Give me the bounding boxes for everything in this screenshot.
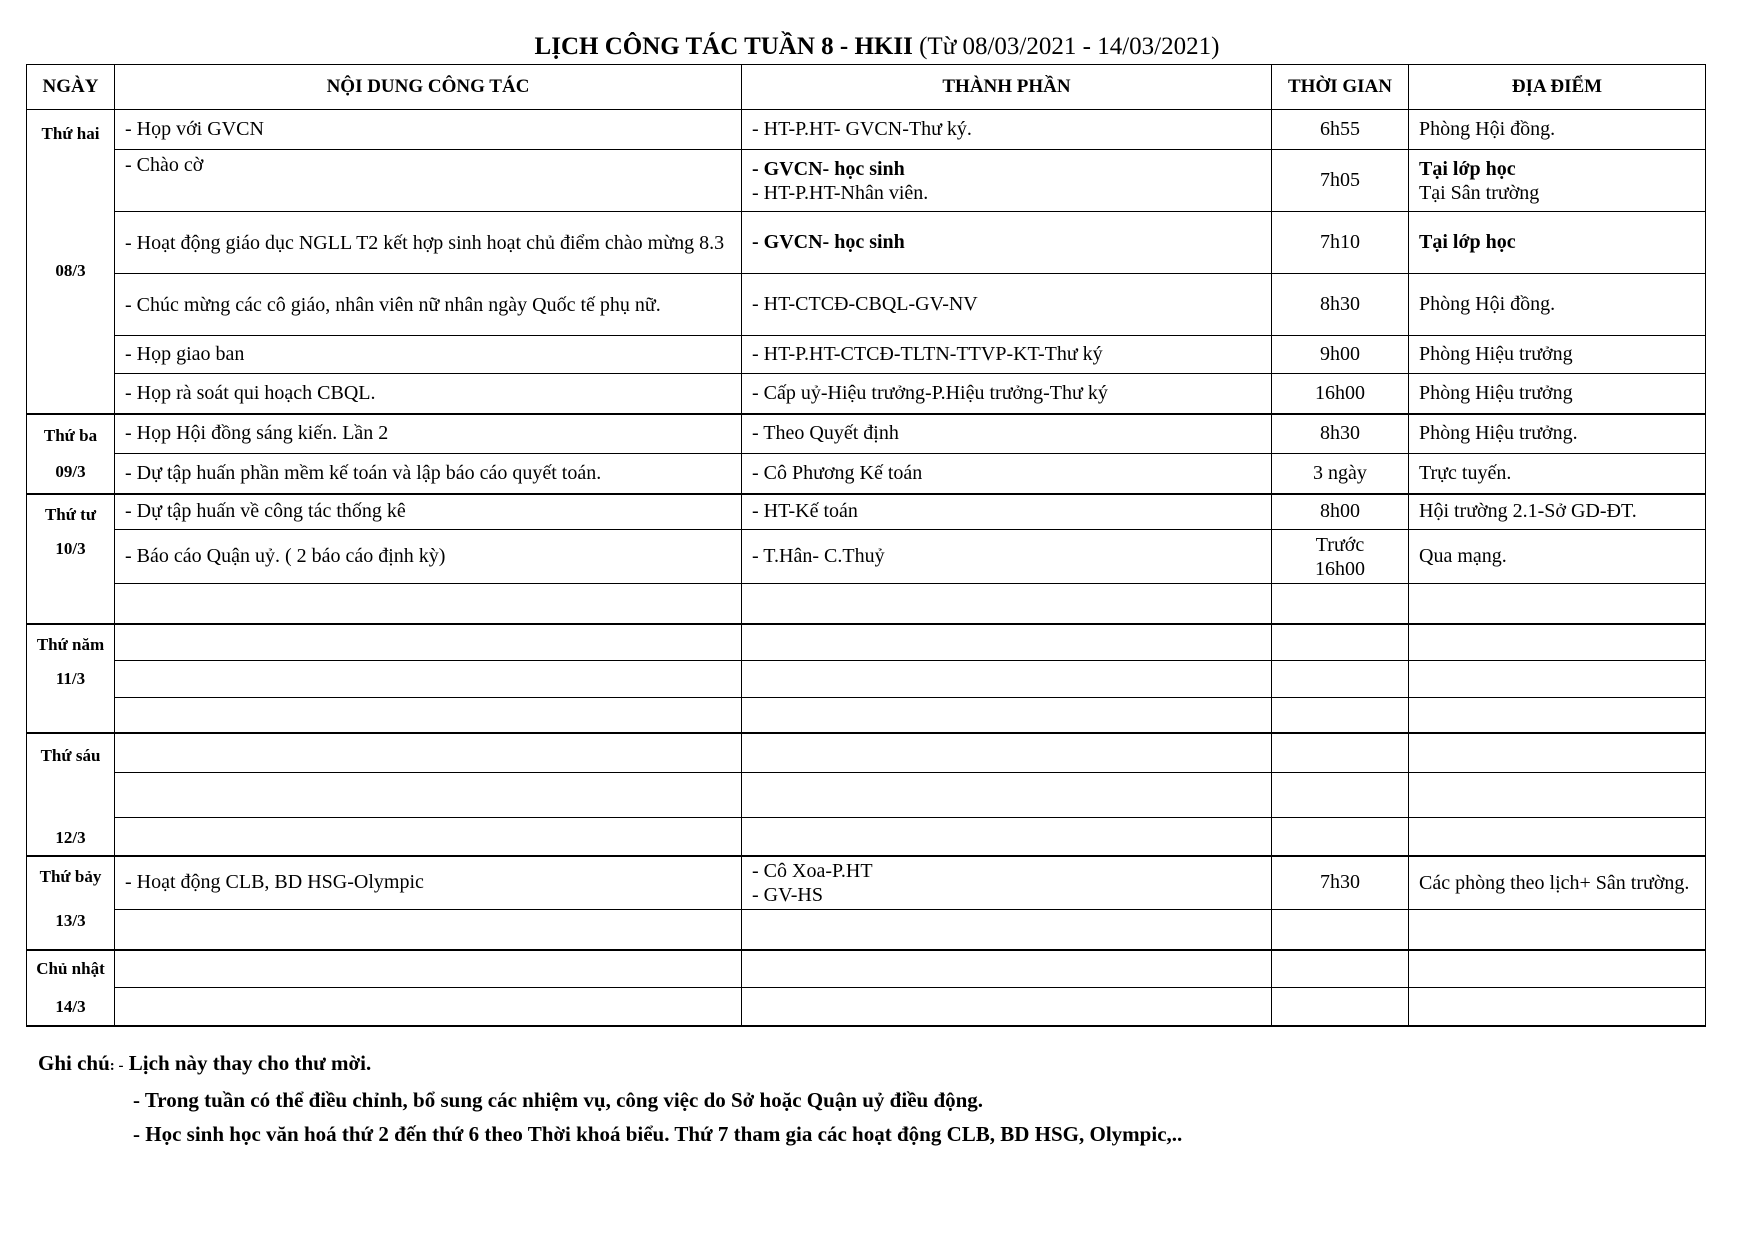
place-cell: Các phòng theo lịch+ Sân trường. bbox=[1409, 856, 1706, 910]
notes-section bbox=[38, 1046, 1182, 1151]
table-row bbox=[27, 698, 1706, 733]
header-content: NỘI DUNG CÔNG TÁC bbox=[115, 65, 742, 110]
members-cell bbox=[742, 856, 1272, 910]
content-cell: - Họp giao ban bbox=[115, 336, 742, 374]
members-line: - GV-HS bbox=[752, 883, 823, 906]
content-cell bbox=[115, 988, 742, 1026]
place-cell bbox=[1409, 698, 1706, 733]
place-cell: Hội trường 2.1-Sở GD-ĐT. bbox=[1409, 494, 1706, 530]
content-cell bbox=[115, 661, 742, 698]
day-name: Thứ tư bbox=[44, 504, 97, 524]
time-cell: 7h05 bbox=[1272, 150, 1409, 212]
content-cell: - Dự tập huấn phần mềm kế toán và lập báo cáo quyết toán. bbox=[115, 454, 742, 494]
place-cell bbox=[1409, 624, 1706, 661]
title-date-range: (Từ 08/03/2021 - 14/03/2021) bbox=[919, 33, 1220, 60]
table-row bbox=[27, 773, 1706, 818]
time-cell: 8h30 bbox=[1272, 274, 1409, 336]
title-main: LỊCH CÔNG TÁC TUẦN 8 - HKII bbox=[534, 33, 913, 60]
time-cell bbox=[1272, 530, 1409, 584]
header-day: NGÀY bbox=[27, 65, 115, 110]
place-cell bbox=[1409, 661, 1706, 698]
day-date: 12/3 bbox=[55, 827, 86, 847]
day-cell-tuesday bbox=[27, 414, 115, 494]
content-cell: - Báo cáo Quận uỷ. ( 2 báo cáo định kỳ) bbox=[115, 530, 742, 584]
place-cell: Phòng Hiệu trưởng bbox=[1409, 336, 1706, 374]
place-cell bbox=[1409, 988, 1706, 1026]
time-cell bbox=[1272, 698, 1409, 733]
place-cell: Phòng Hội đồng. bbox=[1409, 110, 1706, 150]
content-cell bbox=[115, 584, 742, 624]
time-cell: 3 ngày bbox=[1272, 454, 1409, 494]
members-cell: - HT-Kế toán bbox=[742, 494, 1272, 530]
table-row bbox=[27, 733, 1706, 773]
table-row bbox=[27, 910, 1706, 950]
table-row bbox=[27, 584, 1706, 624]
day-name: Thứ bảy bbox=[39, 866, 102, 886]
content-cell: - Họp rà soát qui hoạch CBQL. bbox=[115, 374, 742, 414]
table-row bbox=[27, 624, 1706, 661]
note-line-2: - Trong tuần có thể điều chỉnh, bổ sung các nhiệm vụ, công việc do Sở hoặc Quận uỷ điều động. bbox=[133, 1088, 984, 1112]
members-cell: - Cấp uỷ-Hiệu trưởng-P.Hiệu trưởng-Thư ký bbox=[742, 374, 1272, 414]
time-line: Trước bbox=[1315, 533, 1365, 556]
members-line: - GVCN- học sinh bbox=[752, 157, 905, 180]
page-title bbox=[0, 32, 1754, 62]
table-row bbox=[27, 818, 1706, 856]
day-name: Thứ sáu bbox=[40, 745, 101, 765]
members-cell bbox=[742, 733, 1272, 773]
members-line: - HT-P.HT-Nhân viên. bbox=[752, 181, 929, 204]
day-cell-monday bbox=[27, 110, 115, 414]
notes-separator: : - bbox=[109, 1058, 124, 1074]
time-cell bbox=[1272, 624, 1409, 661]
members-cell bbox=[742, 988, 1272, 1026]
table-row bbox=[27, 454, 1706, 494]
note-line-1: Lịch này thay cho thư mời. bbox=[128, 1051, 372, 1075]
header-place: ĐỊA ĐIỂM bbox=[1409, 65, 1706, 110]
content-cell bbox=[115, 910, 742, 950]
header-row bbox=[27, 65, 1706, 110]
day-name: Chủ nhật bbox=[36, 958, 105, 978]
content-cell: - Dự tập huấn về công tác thống kê bbox=[115, 494, 742, 530]
members-cell bbox=[742, 698, 1272, 733]
time-cell: 7h10 bbox=[1272, 212, 1409, 274]
day-cell-saturday bbox=[27, 856, 115, 950]
time-cell bbox=[1272, 818, 1409, 856]
time-cell bbox=[1272, 988, 1409, 1026]
day-date: 10/3 bbox=[55, 538, 86, 558]
table-row bbox=[27, 988, 1706, 1026]
day-date: 08/3 bbox=[55, 261, 86, 280]
time-cell: 16h00 bbox=[1272, 374, 1409, 414]
notes-label: Ghi chú bbox=[38, 1051, 110, 1075]
table-row bbox=[27, 414, 1706, 454]
table-row bbox=[27, 530, 1706, 584]
day-cell-sunday bbox=[27, 950, 115, 1026]
place-cell: Qua mạng. bbox=[1409, 530, 1706, 584]
content-cell: - Hoạt động CLB, BD HSG-Olympic bbox=[115, 856, 742, 910]
time-cell bbox=[1272, 910, 1409, 950]
day-name: Thứ hai bbox=[41, 124, 100, 143]
content-cell bbox=[115, 733, 742, 773]
time-cell bbox=[1272, 950, 1409, 988]
content-cell bbox=[115, 818, 742, 856]
place-cell bbox=[1409, 773, 1706, 818]
members-cell bbox=[742, 773, 1272, 818]
day-date: 11/3 bbox=[55, 668, 86, 688]
place-cell: Phòng Hội đồng. bbox=[1409, 274, 1706, 336]
members-cell: - HT-P.HT- GVCN-Thư ký. bbox=[742, 110, 1272, 150]
members-cell: - HT-P.HT-CTCĐ-TLTN-TTVP-KT-Thư ký bbox=[742, 336, 1272, 374]
time-cell bbox=[1272, 661, 1409, 698]
content-cell: - Họp với GVCN bbox=[115, 110, 742, 150]
day-date: 14/3 bbox=[55, 996, 86, 1016]
place-line: Tại lớp học bbox=[1419, 157, 1516, 180]
table-row bbox=[27, 336, 1706, 374]
table-row bbox=[27, 374, 1706, 414]
place-line: Tại Sân trường bbox=[1419, 181, 1540, 204]
day-cell-thursday bbox=[27, 624, 115, 733]
day-cell-friday bbox=[27, 733, 115, 856]
members-cell: - HT-CTCĐ-CBQL-GV-NV bbox=[742, 274, 1272, 336]
place-cell bbox=[1409, 818, 1706, 856]
content-cell bbox=[115, 624, 742, 661]
place-cell: Tại lớp học bbox=[1409, 212, 1706, 274]
members-cell: - Theo Quyết định bbox=[742, 414, 1272, 454]
header-members: THÀNH PHẦN bbox=[742, 65, 1272, 110]
content-cell bbox=[115, 698, 742, 733]
table-row bbox=[27, 950, 1706, 988]
members-cell bbox=[742, 950, 1272, 988]
content-cell: - Hoạt động giáo dục NGLL T2 kết hợp sinh hoạt chủ điểm chào mừng 8.3 bbox=[115, 212, 742, 274]
members-cell bbox=[742, 150, 1272, 212]
content-cell: - Họp Hội đồng sáng kiến. Lần 2 bbox=[115, 414, 742, 454]
members-cell bbox=[742, 818, 1272, 856]
table-row bbox=[27, 856, 1706, 910]
members-cell bbox=[742, 910, 1272, 950]
time-cell: 8h00 bbox=[1272, 494, 1409, 530]
members-cell: - GVCN- học sinh bbox=[742, 212, 1272, 274]
note-line-3: - Học sinh học văn hoá thứ 2 đến thứ 6 theo Thời khoá biểu. Thứ 7 tham gia các hoạt động CLB, BD HSG, Olympic,.. bbox=[133, 1122, 1183, 1146]
place-cell bbox=[1409, 584, 1706, 624]
table-row bbox=[27, 110, 1706, 150]
schedule-table bbox=[26, 64, 1706, 1027]
day-name: Thứ năm bbox=[36, 634, 105, 654]
time-cell bbox=[1272, 773, 1409, 818]
place-cell bbox=[1409, 150, 1706, 212]
members-cell bbox=[742, 624, 1272, 661]
place-cell: Phòng Hiệu trưởng bbox=[1409, 374, 1706, 414]
place-cell: Trực tuyến. bbox=[1409, 454, 1706, 494]
time-cell bbox=[1272, 733, 1409, 773]
place-cell bbox=[1409, 950, 1706, 988]
members-cell bbox=[742, 661, 1272, 698]
content-cell bbox=[115, 773, 742, 818]
day-date: 09/3 bbox=[55, 461, 86, 481]
content-cell: - Chúc mừng các cô giáo, nhân viên nữ nhân ngày Quốc tế phụ nữ. bbox=[115, 274, 742, 336]
members-line: - Cô Xoa-P.HT bbox=[752, 859, 873, 882]
place-cell bbox=[1409, 733, 1706, 773]
time-cell: 6h55 bbox=[1272, 110, 1409, 150]
members-cell bbox=[742, 584, 1272, 624]
table-row bbox=[27, 661, 1706, 698]
time-cell bbox=[1272, 584, 1409, 624]
day-date: 13/3 bbox=[55, 910, 86, 930]
header-time: THỜI GIAN bbox=[1272, 65, 1409, 110]
content-cell: - Chào cờ bbox=[115, 150, 742, 212]
members-cell: - Cô Phương Kế toán bbox=[742, 454, 1272, 494]
content-cell bbox=[115, 950, 742, 988]
day-cell-wednesday bbox=[27, 494, 115, 624]
time-cell: 7h30 bbox=[1272, 856, 1409, 910]
table-row bbox=[27, 150, 1706, 212]
time-cell: 8h30 bbox=[1272, 414, 1409, 454]
day-name: Thứ ba bbox=[43, 425, 98, 445]
members-cell: - T.Hân- C.Thuỷ bbox=[742, 530, 1272, 584]
table-row bbox=[27, 212, 1706, 274]
time-cell: 9h00 bbox=[1272, 336, 1409, 374]
table-row bbox=[27, 274, 1706, 336]
time-line: 16h00 bbox=[1315, 557, 1365, 580]
place-cell bbox=[1409, 910, 1706, 950]
table-row bbox=[27, 494, 1706, 530]
place-cell: Phòng Hiệu trưởng. bbox=[1409, 414, 1706, 454]
